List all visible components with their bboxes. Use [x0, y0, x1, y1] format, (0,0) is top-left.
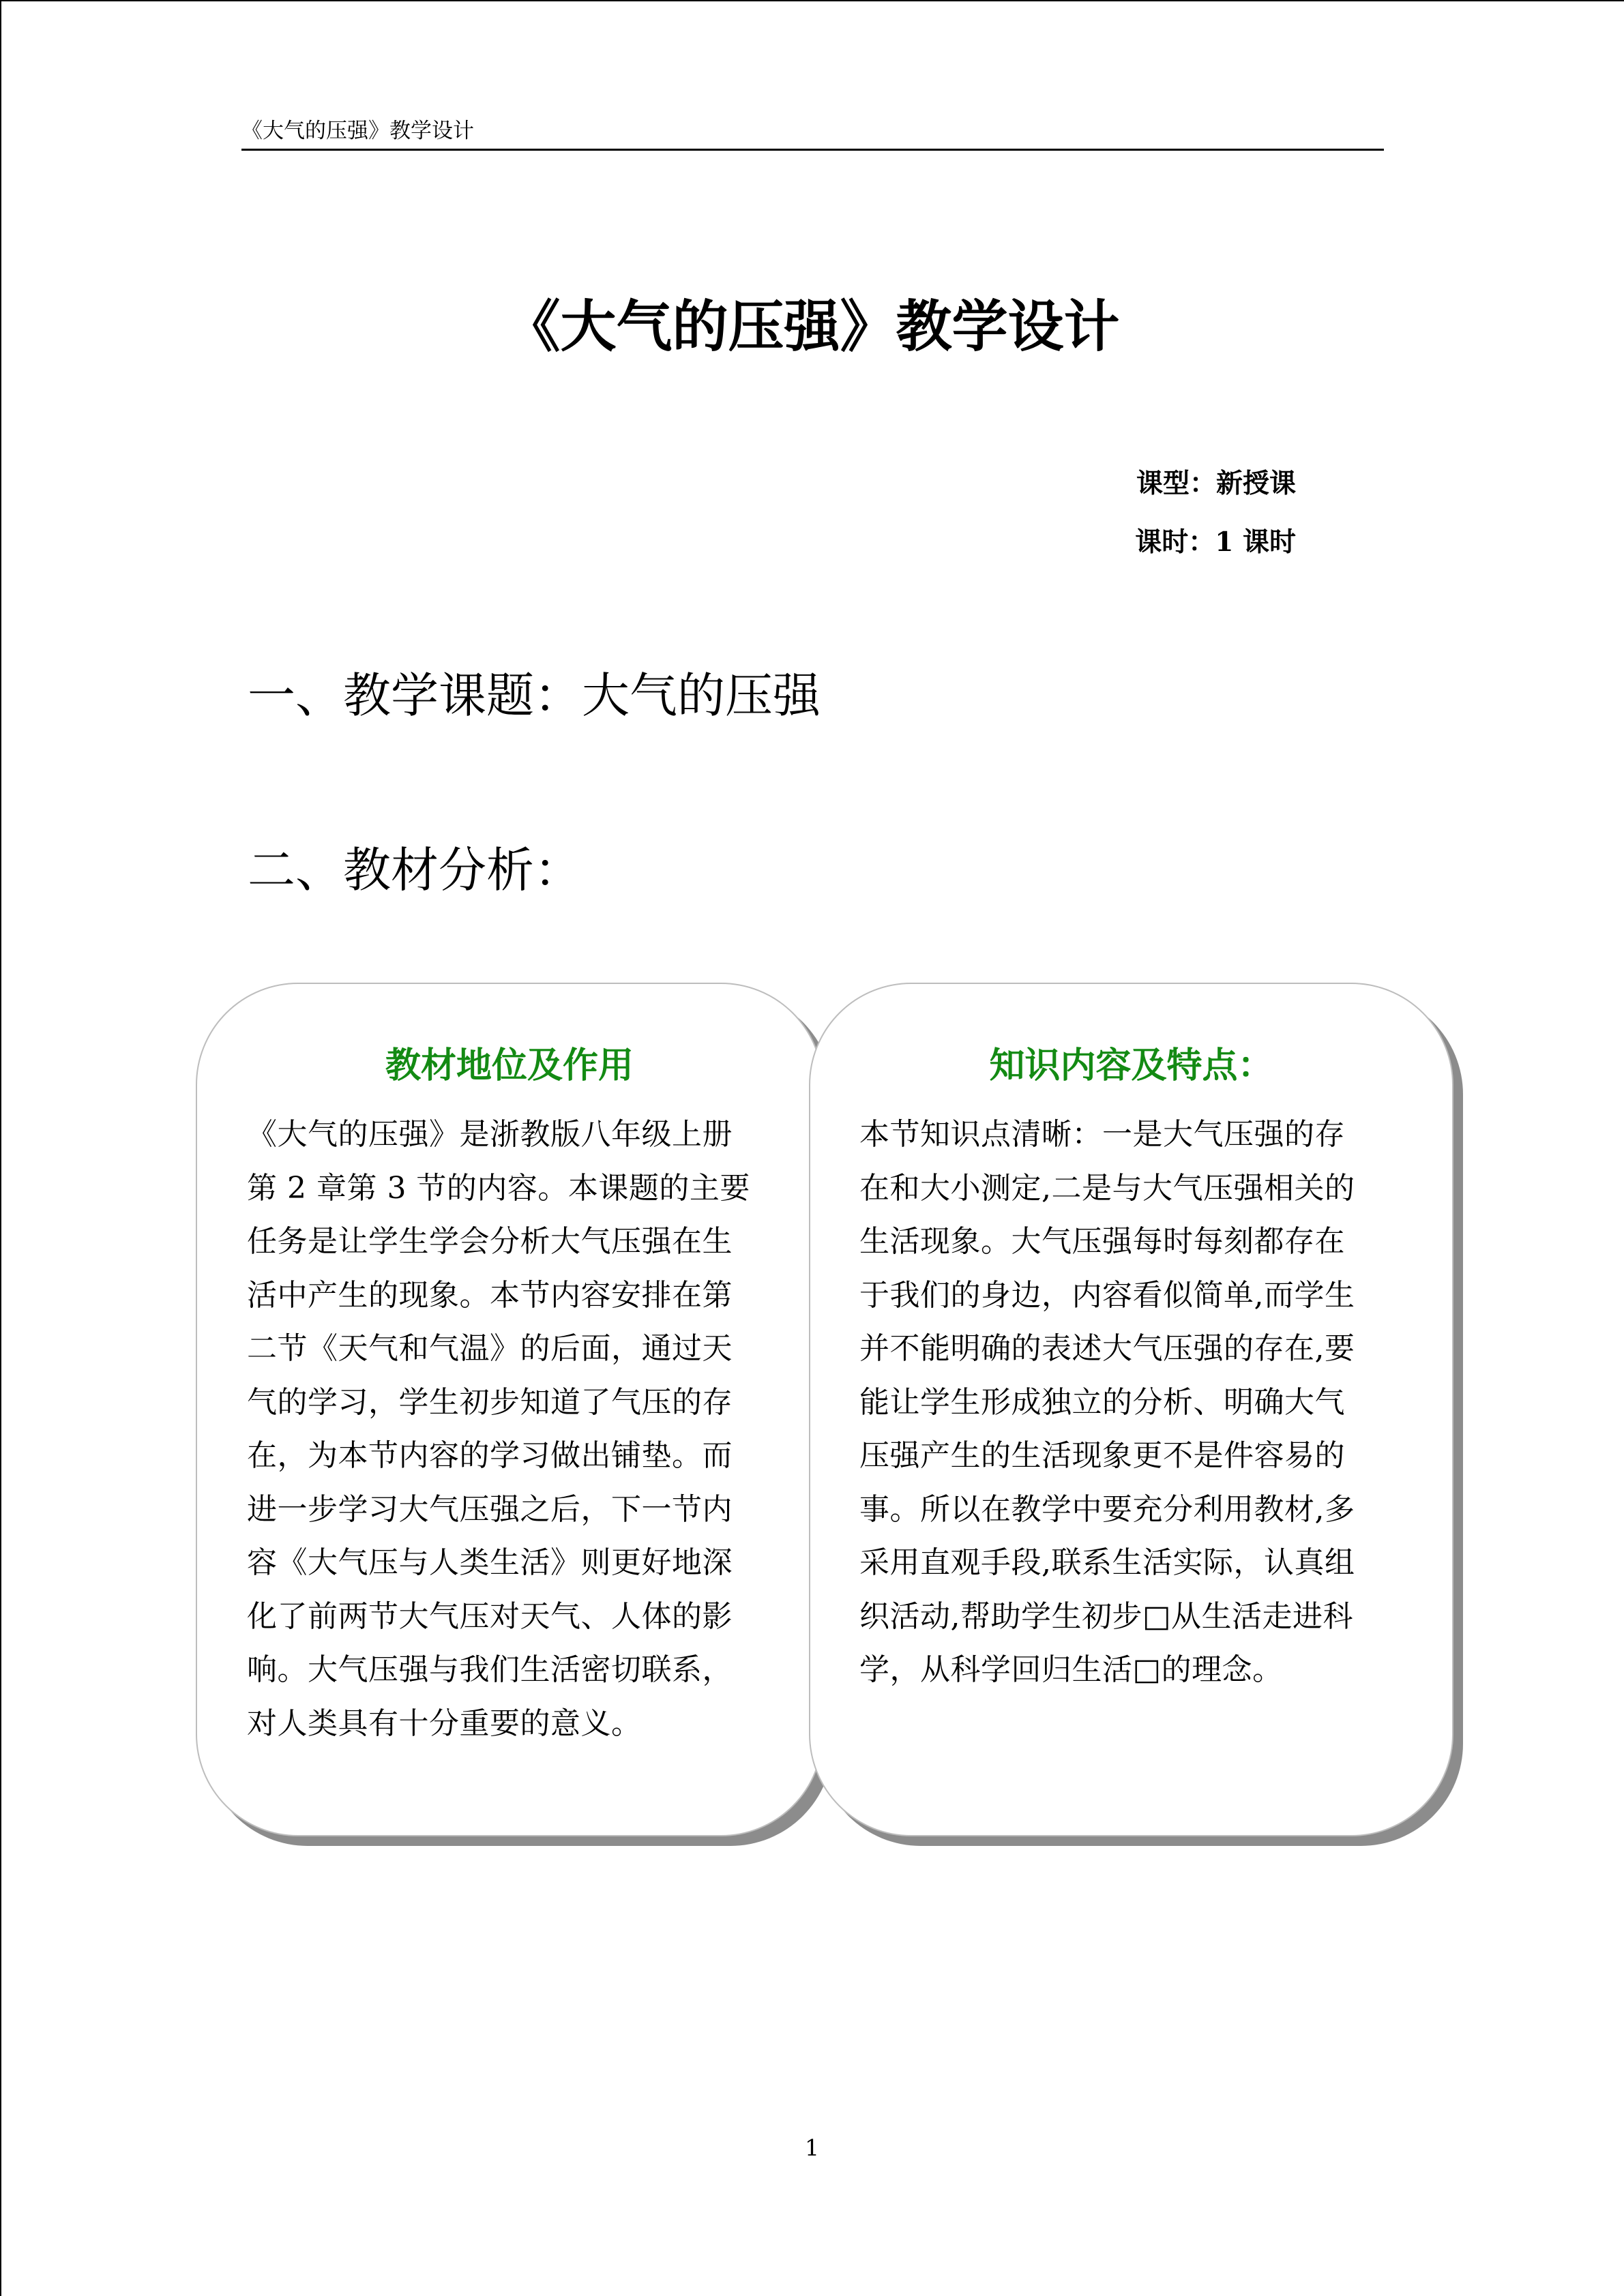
text-line: 《大气的压强》是浙教版八年级上册: [247, 1117, 733, 1152]
card-material-position: [196, 983, 823, 1836]
text-line: 第 2 章第 3 节的内容。本课题的主要: [247, 1170, 750, 1206]
text-line: 对人类具有十分重要的意义。: [247, 1705, 642, 1741]
card-body: [859, 1108, 1405, 1697]
text-line: 织活动,帮助学生初步□从生活走进科: [859, 1598, 1354, 1634]
card-title: 教材地位及作用: [385, 1045, 634, 1086]
text-line: 二节《天气和气温》的后面，通过天: [247, 1331, 733, 1366]
text-line: 进一步学习大气压强之后，下一节内: [247, 1491, 733, 1527]
running-header: 《大气的压强》教学设计: [241, 117, 1384, 151]
card-body: [247, 1108, 786, 1750]
text-line: 响。大气压强与我们生活密切联系，: [247, 1652, 733, 1687]
card-title: 知识内容及特点：: [989, 1045, 1273, 1086]
text-line: 压强产生的生活现象更不是件容易的: [859, 1438, 1345, 1473]
text-line: 化了前两节大气压对天气、人体的影: [247, 1598, 733, 1634]
section-heading-topic: 一、教学课题：大气的压强: [248, 668, 821, 724]
text-line: 能让学生形成独立的分析、明确大气: [859, 1384, 1345, 1420]
text-line: 采用直观手段,联系生活实际，认真组: [859, 1545, 1355, 1580]
text-line: 气的学习，学生初步知道了气压的存: [247, 1384, 733, 1420]
text-line: 本节知识点清晰：一是大气压强的存: [859, 1117, 1345, 1152]
card-knowledge-content: [809, 983, 1453, 1836]
text-line: 在，为本节内容的学习做出铺垫。而: [247, 1438, 733, 1473]
text-line: 事。所以在教学中要充分利用教材,多: [859, 1491, 1355, 1527]
text-line: 在和大小测定,二是与大气压强相关的: [859, 1170, 1355, 1206]
lesson-hours: 课时：1 课时: [1135, 526, 1296, 558]
section-heading-material-analysis: 二、教材分析：: [248, 842, 582, 898]
text-line: 于我们的身边，内容看似简单,而学生: [859, 1277, 1355, 1313]
page-number: 1: [805, 2134, 819, 2161]
document-title: 《大气的压强》教学设计: [504, 295, 1120, 359]
text-line: 生活现象。大气压强每时每刻都存在: [859, 1224, 1345, 1259]
lesson-type: 课型：新授课: [1136, 468, 1296, 499]
text-line: 容《大气压与人类生活》则更好地深: [247, 1545, 733, 1580]
text-line: 学，从科学回归生活□的理念。: [859, 1652, 1283, 1687]
text-line: 并不能明确的表述大气压强的存在,要: [859, 1331, 1355, 1366]
text-line: 活中产生的现象。本节内容安排在第: [247, 1277, 733, 1313]
text-line: 任务是让学生学会分析大气压强在生: [247, 1224, 733, 1259]
